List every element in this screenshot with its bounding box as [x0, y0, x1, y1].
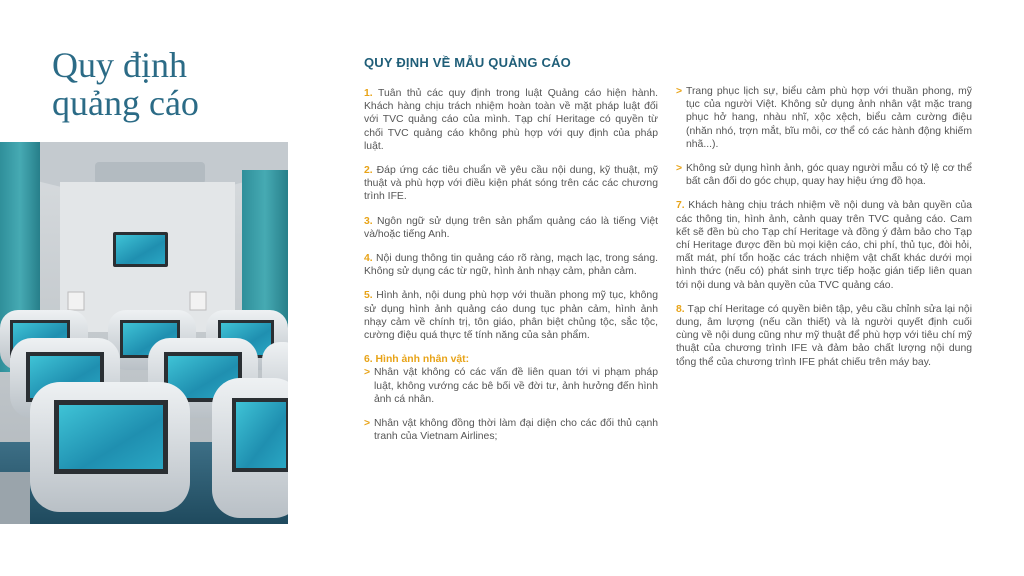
- cabin-photo: [0, 142, 288, 524]
- chevron-right-icon: >: [676, 86, 683, 97]
- rule-number: 2.: [364, 165, 373, 177]
- bullet-text: Nhân vật không đồng thời làm đại diện cho các đối thủ cạnh tranh của Vietnam Airlines;: [374, 418, 658, 443]
- rule-item-8: [676, 303, 972, 369]
- chevron-right-icon: >: [676, 163, 683, 175]
- bullet-item: [364, 366, 658, 406]
- right-column: [676, 85, 972, 380]
- rule-text: Tuân thủ các quy định trong luật Quảng cáo hiện hành. Khách hàng chịu trách nhiệm hoàn toàn về mặt pháp luật đối với TVC quảng cáo của mình. Tạp chí Heritage có quyền từ chối TVC quảng cáo không phù hợp với quy định của pháp luật.: [364, 88, 658, 152]
- rule-item-3: [364, 215, 658, 241]
- bullet-item: [364, 417, 658, 443]
- rule-text: Khách hàng chịu trách nhiệm về nội dung và bản quyền của các thông tin, hình ảnh, cảnh quay trên TVC quảng cáo. Cam kết sẽ đền bù cho Tạp chí Heritage và đồng ý đảm bảo cho Tạp chí Heritage được đền bù mọi kiện cáo, chi phí, thủ tục, đòi hỏi, mất mát, phí tổn hoặc các trách nhiệm vật chất khác dưới mọi hình thức (nếu có) phát sinh trực tiếp hoặc gián tiếp liên quan tới nội dung và bản quyền của TVC quảng cáo.: [676, 200, 973, 291]
- bullet-text: Không sử dụng hình ảnh, góc quay người mẫu có tỷ lệ cơ thể bất cân đối do góc chụp, quay hay hiệu ứng đồ họa.: [686, 163, 972, 188]
- left-column: [364, 87, 658, 454]
- page-title-line-2: quảng cáo: [52, 83, 199, 123]
- rule-text: Đáp ứng các tiêu chuẩn về yêu cầu nội dung, kỹ thuật, mỹ thuật và phù hợp với điều kiện phát sóng trên các các chương trình IFE.: [364, 165, 658, 203]
- section-heading: QUY ĐỊNH VỀ MẪU QUẢNG CÁO: [364, 55, 571, 70]
- rule-item-1: [364, 87, 658, 153]
- rule-item-4: [364, 252, 658, 278]
- rule-number: 4.: [364, 253, 373, 265]
- rule-number: 8.: [676, 303, 685, 315]
- page-title: [52, 46, 292, 122]
- rule-item-5: [364, 289, 658, 342]
- rule-text: Nội dung thông tin quảng cáo rõ ràng, mạch lạc, trong sáng. Không sử dụng các từ ngữ, hình ảnh nhạy cảm, phản cảm.: [364, 253, 659, 278]
- rule-item-2: [364, 164, 658, 204]
- chevron-right-icon: >: [364, 367, 371, 379]
- page-title-line-1: Quy định: [52, 45, 187, 85]
- bullet-text: Trang phục lịch sự, biểu cảm phù hợp với thuần phong, mỹ tục của người Việt. Không sử dụng ảnh nhân vật mặc trang phục hở hang, nhàu nhĩ, xộc xệch, biểu cảm cường điệu (nhăn nhó, trợn mắt, bĩu môi, cơ thể có các hành động khiếm nhã...).: [686, 86, 972, 150]
- chevron-right-icon: >: [364, 418, 371, 430]
- bullet-text: Nhân vật không có các vấn đề liên quan tới vi phạm pháp luật, không vướng các bê bối về đời tư, ảnh hưởng đến hình ảnh cá nhân.: [374, 367, 658, 405]
- rule-text: Hình ảnh, nội dung phù hợp với thuần phong mỹ tục, không sử dụng hình ảnh quảng cáo dung tục phản cảm, hình ảnh nhạy cảm về chính trị, tôn giáo, phân biệt chủng tộc, sắc tộc, cường điệu quá thực tế tính năng của sản phẩm.: [364, 290, 658, 342]
- rule-item-7: [676, 199, 972, 291]
- rule-number: 1.: [364, 88, 373, 99]
- rule-number: 7.: [676, 200, 685, 212]
- rule-text: Ngôn ngữ sử dụng trên sản phẩm quảng cáo là tiếng Việt và/hoặc tiếng Anh.: [364, 215, 658, 240]
- rule-item-6-heading: 6. Hình ảnh nhân vật:: [364, 354, 470, 366]
- bullet-item: [676, 162, 972, 188]
- bullet-item: [676, 85, 972, 151]
- rule-number: 5.: [364, 290, 373, 302]
- rule-text: Tạp chí Heritage có quyền biên tập, yêu cầu chỉnh sửa lại nội dung, âm lượng (nếu cần thiết) và là người quyết định cuối cùng về nội dung cũng như mỹ thuật để phù hợp với tiêu chí mỹ thuật của chương trình IFE và đảm bảo chất lượng nội dung tổng thể của chương trình IFE phát chiếu trên máy bay.: [676, 303, 973, 368]
- rule-number: 3.: [364, 215, 373, 227]
